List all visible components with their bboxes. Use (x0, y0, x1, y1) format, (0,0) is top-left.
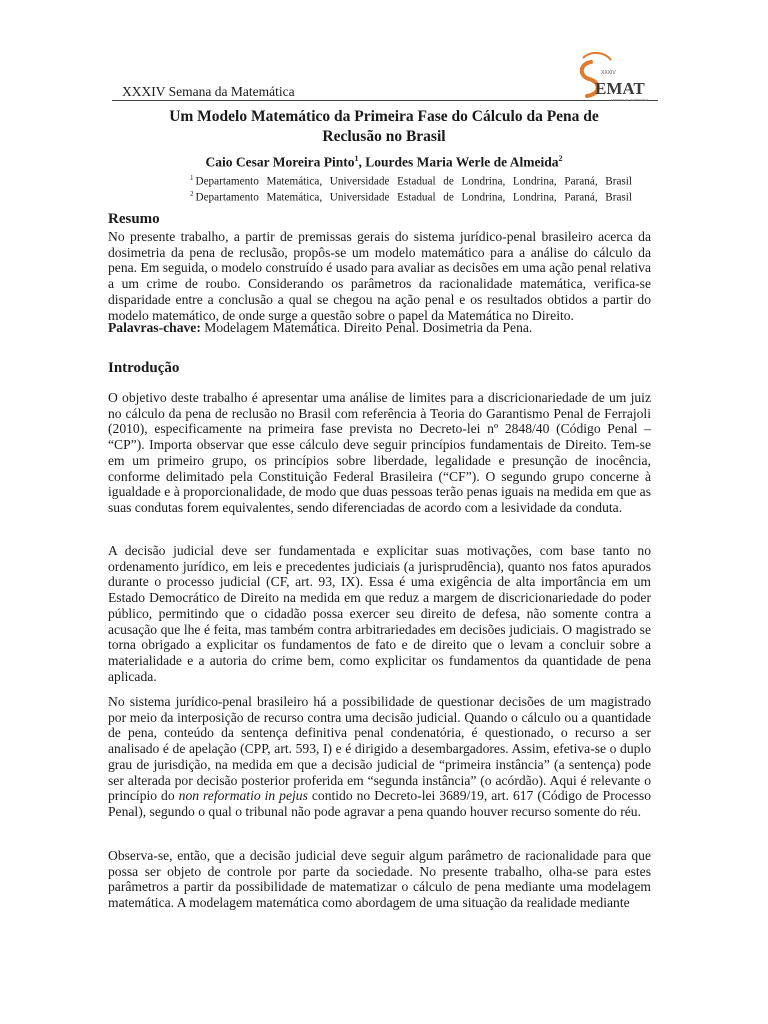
author-separator: , (358, 154, 366, 170)
logo-small-text: XXXIV (601, 70, 616, 76)
keywords (108, 320, 532, 336)
latin-phrase: non reformatio in pejus (178, 788, 308, 804)
affiliation-2 (190, 190, 632, 204)
author-2: Lourdes Maria Werle de Almeida (365, 154, 559, 170)
affiliation-2-text: Departamento Matemática, Universidade Estadual de Londrina, Londrina, Paraná, Brasil (195, 191, 632, 204)
logo-text: EMAT (595, 79, 645, 98)
intro-paragraph-2: A decisão judicial deve ser fundamentada e explicitar suas motivações, com base tanto no ordenamento jurídico, em leis e precedentes judiciais (a jurisprudência), quanto nos fatos apurados durante o processo judicial (CF, art. 93, IX). Essa é uma exigência de alta importância em um Estado Democrático de Direito na medida em que reduz a margem de discricionariedade do poder público, permitindo que o cidadão possa exercer seu direito de defesa, não somente contra a acusação que lhe é feita, mas também contra arbitrariedades em decisões judiciais. O magistrado se torna obrigado a explicitar os fundamentos de fato e de direito que o levam a concluir sobre a materialidade e a autoria do crime bem, como explicitar os fundamentos da quantidade de pena aplicada. (108, 543, 651, 684)
intro-paragraph-4: Observa-se, então, que a decisão judicial deve seguir algum parâmetro de racionalidade para que possa ser objeto de controle por parte da sociedade. No presente trabalho, olha-se para estes parâmetros a partir da possibilidade de matematizar o cálculo de pena mediante uma modelagem matemática. A modelagem matemática como abordagem de uma situação da realidade mediante (108, 848, 651, 911)
title-line-1: Um Modelo Matemático da Primeira Fase do Cálculo da Pena de (169, 108, 599, 125)
logo-subtext: semana da matemática (611, 98, 649, 102)
keywords-text: Modelagem Matemática. Direito Penal. Dosimetria da Pena. (200, 320, 533, 335)
semat-logo (573, 48, 663, 104)
affiliation-2-num: 2 (190, 190, 194, 198)
affiliation-1-text: Departamento Matemática, Universidade Estadual de Londrina, Londrina, Paraná, Brasil (195, 175, 632, 188)
resumo-heading: Resumo (108, 211, 160, 227)
author-1: Caio Cesar Moreira Pinto (205, 154, 355, 170)
keywords-label: Palavras-chave: (108, 320, 201, 335)
event-header: XXXIV Semana da Matemática (122, 84, 295, 99)
author-1-sup: 1 (354, 154, 359, 163)
authors (108, 154, 660, 171)
intro-paragraph-1: O objetivo deste trabalho é apresentar uma análise de limites para a discricionariedade de um juiz no cálculo da pena de reclusão no Brasil com referência à Teoria do Garantismo Penal de Ferrajoli (2010), especificamente na primeira fase prevista no Decreto-lei nº 2848/40 (Código Penal – “CP”). Importa observar que esse cálculo deve seguir princípios fundamentais de Direito. Tem-se em um primeiro grupo, os princípios sobre liberdade, legalidade e presunção de inocência, conforme delimitado pela Constituição Federal Brasileira (“CF”). O segundo grupo concerne à igualdade e à proporcionalidade, de modo que duas pessoas terão penas iguais na medida em que as suas condutas forem equivalentes, sendo diferenciadas de acordo com a lesividade da conduta. (108, 390, 651, 515)
intro-heading: Introdução (108, 360, 180, 376)
affiliation-1-num: 1 (190, 174, 194, 182)
abstract-text: No presente trabalho, a partir de premissas gerais do sistema jurídico-penal brasileiro acerca da dosimetria da pena de reclusão, propôs-se um modelo matemático para a análise do cálculo da pena. Em seguida, o modelo construído é usado para avaliar as decisões em uma ação penal relativa a um crime de roubo. Considerando os parâmetros da racionalidade matemática, verifica-se disparidade entre a conclusão a qual se chegou na ação penal e os resultados obtidos a partir do modelo matemático, de onde surge a questão sobre o papel da Matemática no Direito. (108, 229, 651, 323)
paper-title (108, 107, 660, 147)
intro-paragraph-3: No sistema jurídico-penal brasileiro há a possibilidade de questionar decisões de um magistrado por meio da interposição de recurso contra uma decisão judicial. Quando o cálculo ou a quantidade de pena, conteúdo da sentença definitiva penal condenatória, é questionado, o recurso a ser analisado é de apelação (CPP, art. 593, I) e é dirigido a desembargadores. Assim, efetiva-se o duplo grau de jurisdição, na medida em que a decisão judicial de “primeira instância” (a sentença) pode ser alterada por decisão posterior proferida em “segunda instância” (o acórdão). Aqui é relevante o princípio do non reformatio in pejus contido no Decreto-lei 3689/19, art. 617 (Código de Processo Penal), segundo o qual o tribunal não pode agravar a pena quando houver recurso somente do réu. (108, 694, 651, 819)
affiliation-1 (190, 174, 632, 188)
author-2-sup: 2 (558, 154, 563, 163)
title-line-2: Reclusão no Brasil (322, 128, 446, 145)
